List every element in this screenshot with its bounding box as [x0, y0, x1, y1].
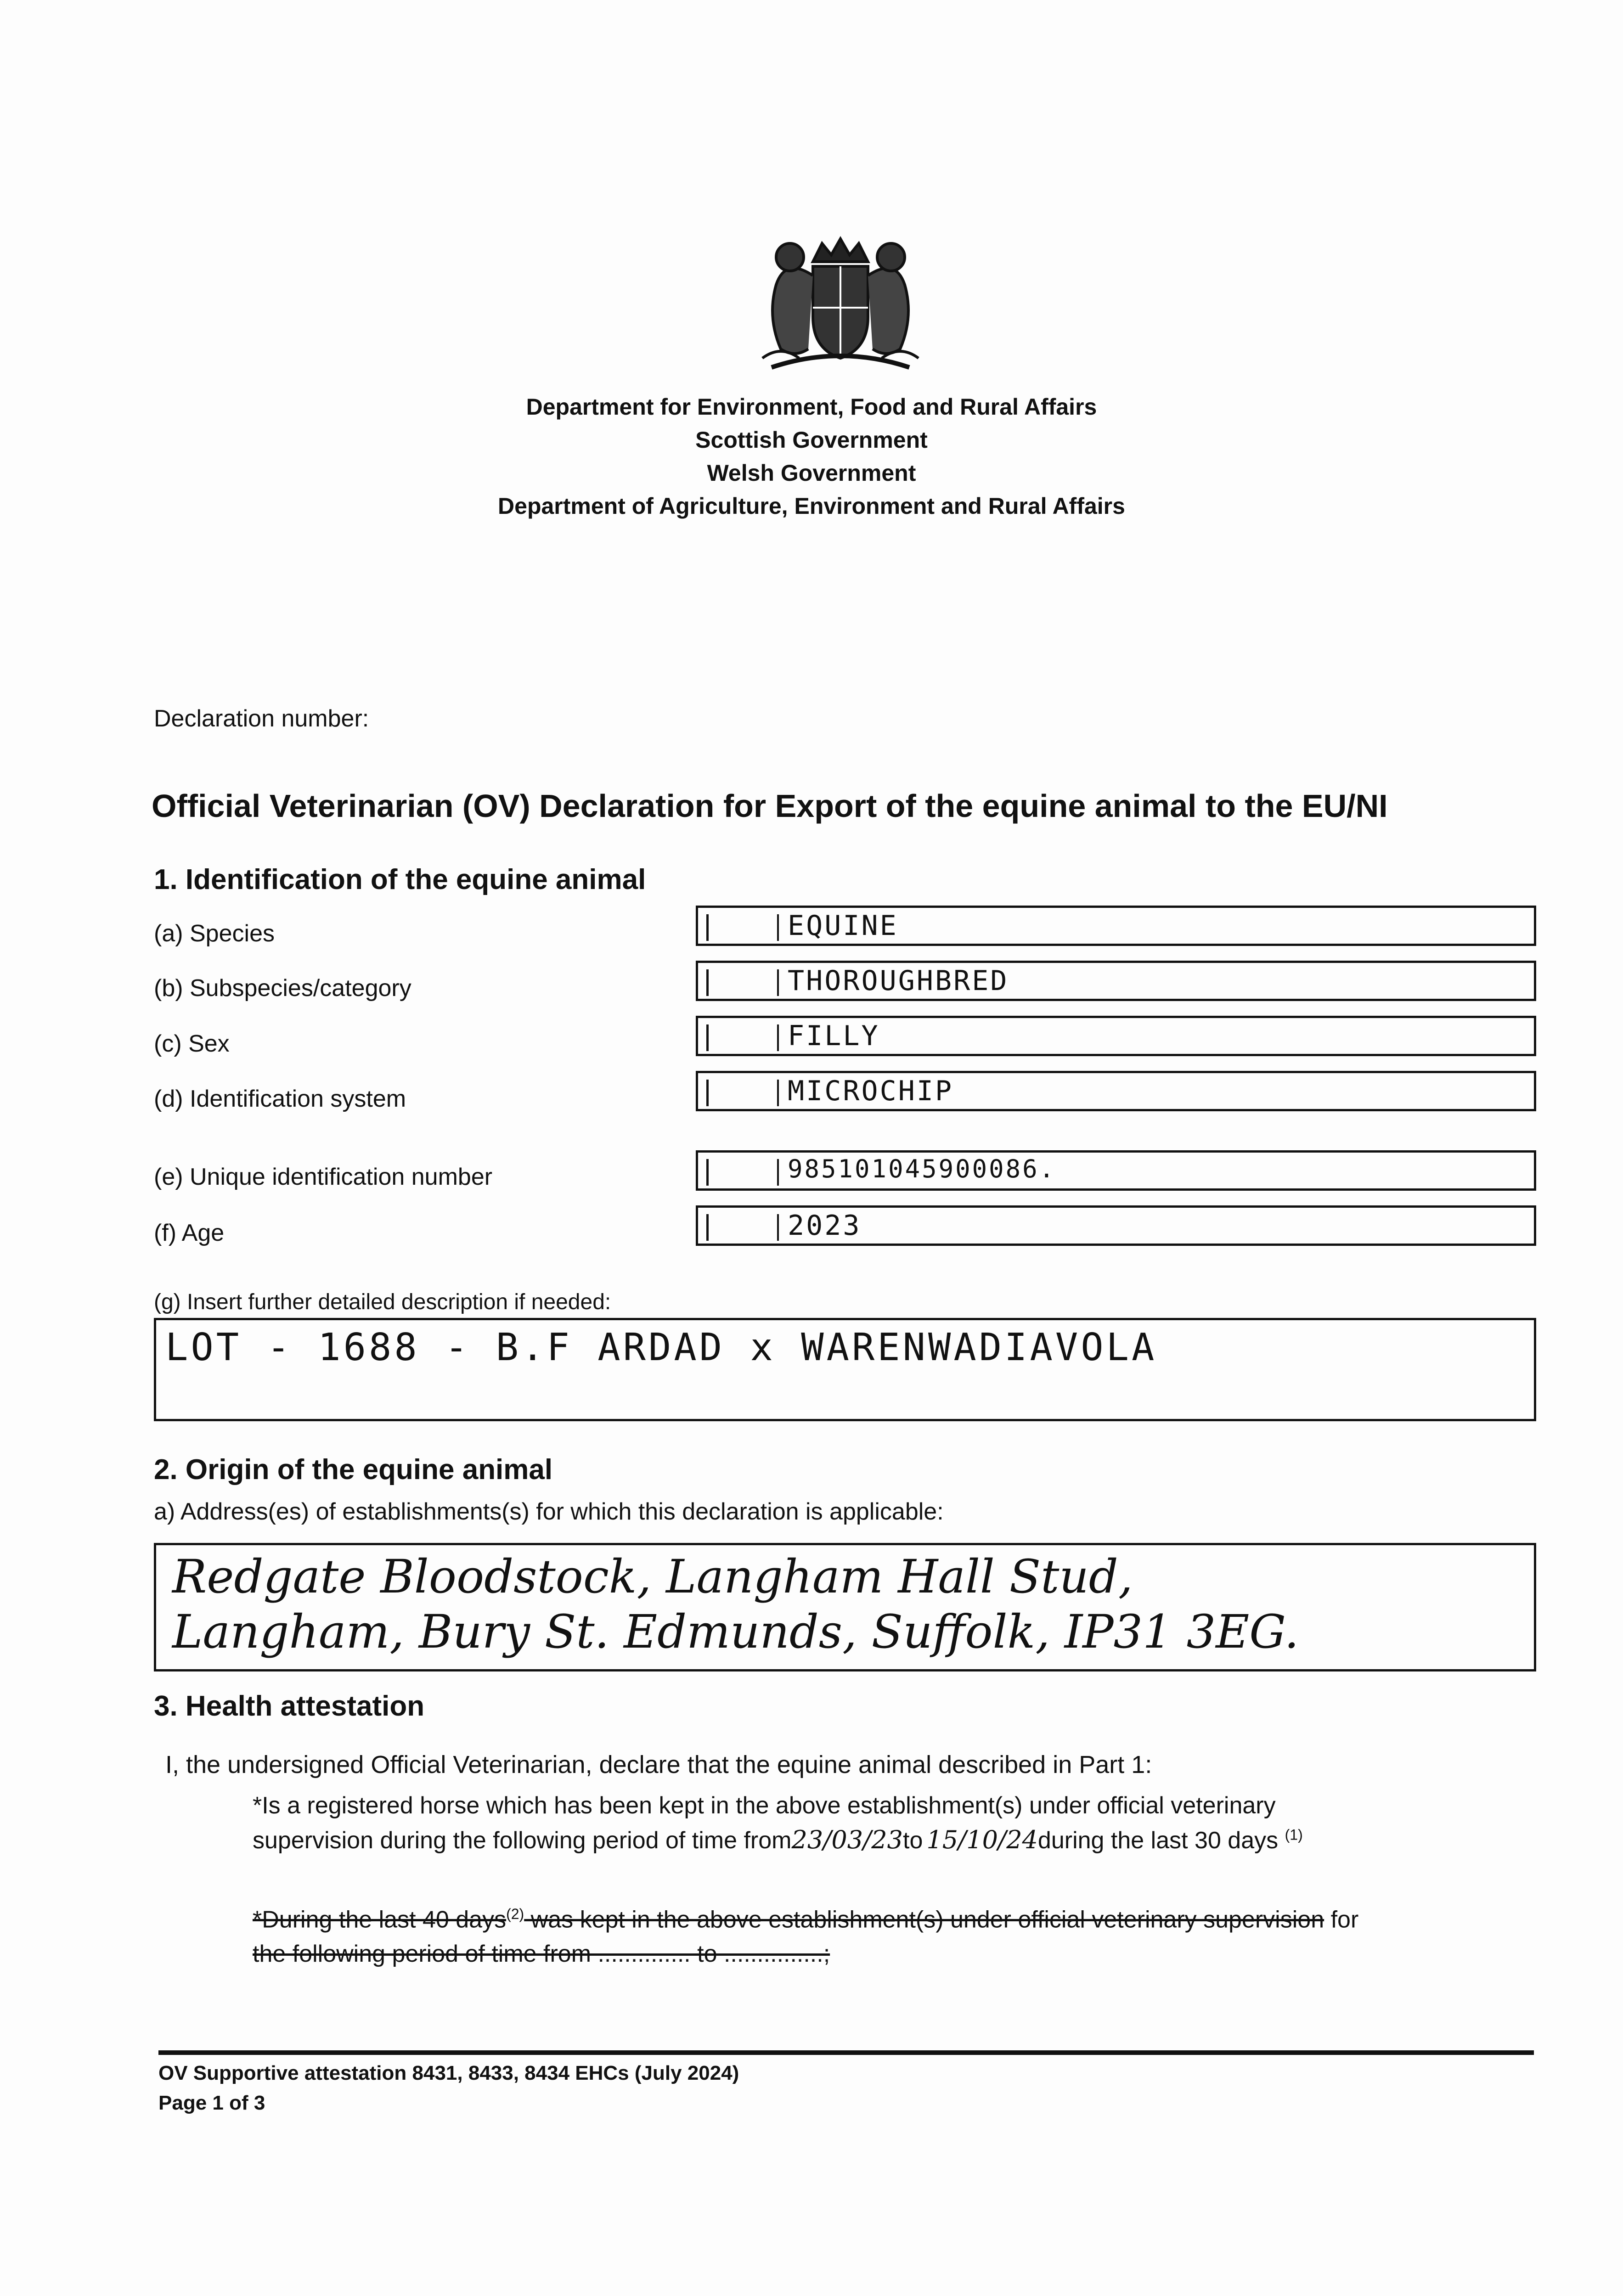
attestation-para2-line1 — [253, 1906, 1358, 1933]
address-line-1: Redgate Bloodstock, Langham Hall Stud, — [172, 1550, 1133, 1604]
section1-heading: 1. Identification of the equine animal — [154, 864, 646, 895]
footer-rule — [158, 2050, 1534, 2055]
section3-heading: 3. Health attestation — [154, 1690, 425, 1722]
subspecies-label: (b) Subspecies/category — [154, 975, 411, 1002]
header-line-4: Department of Agriculture, Environment and Rural Affairs — [498, 493, 1125, 519]
header-line-1: Department for Environment, Food and Rural Affairs — [526, 394, 1097, 420]
para2-a: *During the last 40 days — [253, 1906, 507, 1933]
date-from-value: 23/03/23 — [791, 1825, 903, 1854]
age-value: 2023 — [788, 1210, 862, 1242]
subspecies-value: THOROUGHBRED — [788, 965, 1009, 997]
footer-page-number: Page 1 of 3 — [158, 2092, 265, 2114]
address-box — [154, 1543, 1536, 1671]
para1-pre: supervision during the following period of time from — [253, 1827, 792, 1854]
age-field — [696, 1205, 1536, 1246]
footer-attestation: OV Supportive attestation 8431, 8433, 8434 EHCs (July 2024) — [158, 2062, 739, 2084]
para1-post: during the last 30 days — [1037, 1827, 1279, 1854]
sex-field — [696, 1016, 1536, 1056]
attestation-para1-line2 — [253, 1825, 1303, 1854]
para1-to: to — [903, 1827, 923, 1854]
address-label: a) Address(es) of establishments(s) for which this declaration is applicable: — [154, 1498, 944, 1525]
declaration-number-label: Declaration number: — [154, 705, 369, 732]
para2-c: for — [1324, 1906, 1359, 1933]
sex-label: (c) Sex — [154, 1030, 230, 1057]
attestation-intro: I, the undersigned Official Veterinarian, declare that the equine animal described in Part 1: — [165, 1751, 1152, 1778]
further-description-box — [154, 1318, 1536, 1421]
royal-coat-of-arms-icon — [744, 220, 937, 381]
unique-id-field — [696, 1150, 1536, 1191]
species-label: (a) Species — [154, 920, 275, 947]
further-description-label: (g) Insert further detailed description if needed: — [154, 1290, 611, 1314]
attestation-para2-line2: the following period of time from .............. to ...............; — [253, 1941, 830, 1967]
further-description-value: LOT - 1688 - B.F ARDAD x WARENWADIAVOLA — [165, 1326, 1157, 1369]
address-line-2: Langham, Bury St. Edmunds, Suffolk, IP31 3EG. — [172, 1605, 1299, 1659]
identification-system-value: MICROCHIP — [788, 1075, 954, 1107]
unique-id-label: (e) Unique identification number — [154, 1164, 493, 1190]
attestation-para1-line1: *Is a registered horse which has been kept in the above establishment(s) under official veterinary — [253, 1792, 1276, 1819]
species-field — [696, 906, 1536, 946]
header-line-2: Scottish Government — [695, 427, 928, 453]
species-value: EQUINE — [788, 910, 898, 942]
date-to-value: 15/10/24 — [926, 1825, 1038, 1854]
para1-note: (1) — [1285, 1826, 1303, 1843]
sex-value: FILLY — [788, 1020, 880, 1052]
para2-b: was kept in the above establishment(s) under official veterinary supervision — [524, 1906, 1324, 1933]
identification-system-label: (d) Identification system — [154, 1086, 406, 1112]
unique-id-value: 985101045900086. — [788, 1154, 1056, 1183]
age-label: (f) Age — [154, 1220, 225, 1246]
section2-heading: 2. Origin of the equine animal — [154, 1454, 553, 1486]
para2-note: (2) — [506, 1906, 524, 1922]
identification-system-field — [696, 1071, 1536, 1111]
subspecies-field — [696, 961, 1536, 1001]
page-title: Official Veterinarian (OV) Declaration for Export of the equine animal to the EU/NI — [152, 788, 1388, 824]
header-line-3: Welsh Government — [707, 460, 916, 486]
